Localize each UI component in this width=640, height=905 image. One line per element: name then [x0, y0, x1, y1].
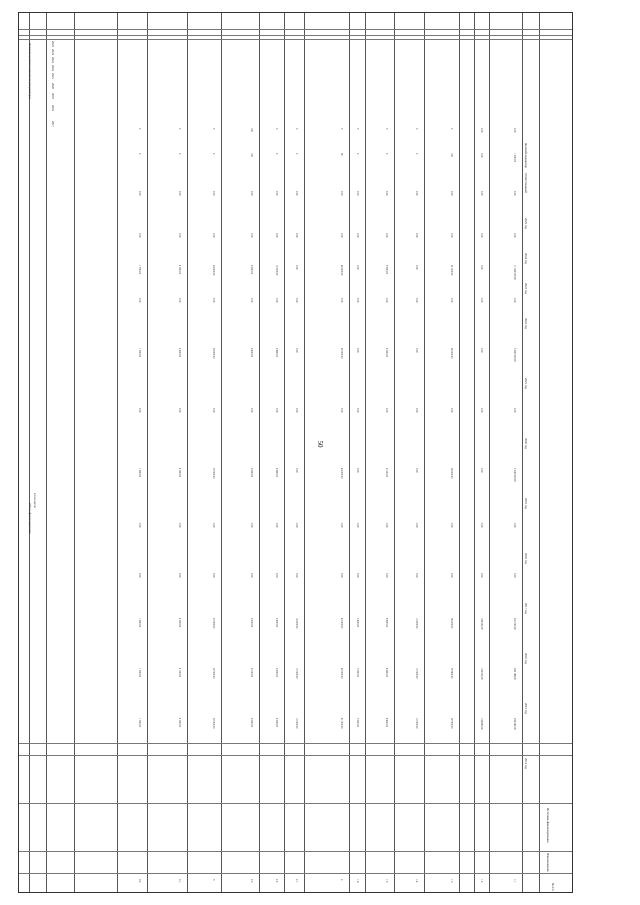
- table-cell: 0,00: [513, 191, 516, 196]
- table-cell: 0,00: [415, 408, 418, 413]
- table-cell: 0,00: [295, 298, 298, 303]
- col-header-2015: 2015 год: [524, 703, 528, 714]
- table-cell: 0,00: [250, 408, 253, 413]
- table-cell: 0,00: [138, 573, 141, 578]
- table-cell: 0,00: [415, 191, 418, 196]
- table-cell: 0: [356, 128, 359, 130]
- table-cell: 0,00: [275, 298, 278, 303]
- table-cell: 0,00: [450, 523, 453, 528]
- table-cell: 0,00: [480, 573, 483, 578]
- table-cell: 0,00: [356, 191, 359, 196]
- table-cell: 15 000,00: [295, 718, 298, 729]
- page-number: 50: [316, 440, 324, 448]
- table-cell: 136 000,00: [480, 668, 483, 680]
- table-cell: 4 400,00: [178, 348, 181, 358]
- section-header-indicator: Значение целевого показателя (индикатора): [28, 43, 32, 99]
- table-cell: 0,00: [178, 408, 181, 413]
- table-cell: 0,00: [138, 298, 141, 303]
- table-cell: 43 000,00: [340, 618, 343, 629]
- col-header-2021: 2021 год: [524, 378, 528, 389]
- col-header-i2024: 2024: [51, 49, 55, 55]
- table-cell: 0,00: [513, 573, 516, 578]
- table-cell: 0,00: [480, 348, 483, 353]
- col-header-i2023: 2023: [51, 57, 55, 63]
- table-row-id: 1.4.: [415, 879, 418, 883]
- table-cell: 0,00: [513, 408, 516, 413]
- table-cell: 0: [295, 128, 298, 130]
- table-cell: 4 300,00: [178, 468, 181, 478]
- table-cell: 0,00: [340, 408, 343, 413]
- table-cell: 60 000,00: [450, 348, 453, 359]
- table-cell: 0,00: [275, 233, 278, 238]
- table-cell: 0,00: [415, 265, 418, 270]
- table-cell: 0,00: [356, 348, 359, 353]
- table-cell: 0,00: [340, 191, 343, 196]
- col-header-2014: 2014 год: [524, 758, 528, 769]
- table-cell: 9 500,00: [385, 265, 388, 275]
- col-header-2023: 2023 год: [524, 283, 528, 294]
- table-cell: 10 000,00: [275, 265, 278, 276]
- table-cell: 0,00: [480, 265, 483, 270]
- table-cell: 0,00: [480, 233, 483, 238]
- table-cell: 0,00: [415, 468, 418, 473]
- table-cell: 0: [340, 128, 343, 130]
- table-cell: 0: [415, 153, 418, 155]
- table-cell: 0,00: [415, 523, 418, 528]
- table-cell: 8 600,00: [385, 668, 388, 678]
- table-cell: 0,00: [275, 191, 278, 196]
- table-row-id: 2.3.: [250, 879, 253, 883]
- table-cell: 0,00: [450, 298, 453, 303]
- table-cell: 0,00: [295, 523, 298, 528]
- table-cell: 15 500,00: [295, 668, 298, 679]
- table-cell: 0,00: [385, 298, 388, 303]
- table-cell: 0: [275, 128, 278, 130]
- table-cell: 0,00: [250, 573, 253, 578]
- table-cell: 6 200,00: [250, 618, 253, 628]
- table-cell: 100: [450, 153, 453, 157]
- table-cell: 0,00: [480, 468, 483, 473]
- table-cell: 0,00: [295, 468, 298, 473]
- table-cell: 9 000,00: [275, 718, 278, 728]
- table-cell: 61 000,00: [450, 265, 453, 276]
- table-cell: 0,00: [356, 265, 359, 270]
- table-cell: 0,00: [356, 468, 359, 473]
- table-cell: 241 000,00: [513, 618, 516, 630]
- table-cell: 0,00: [275, 573, 278, 578]
- table-cell: 0,00: [513, 128, 516, 133]
- table-cell: 9 600,00: [275, 468, 278, 478]
- col-header-2016: 2016 год: [524, 653, 528, 664]
- table-cell: 0,00: [275, 523, 278, 528]
- table-cell: 0: [275, 153, 278, 155]
- table-cell: 0,00: [295, 573, 298, 578]
- table-cell: 0,00: [340, 573, 343, 578]
- table-cell: 24 500,00: [212, 265, 215, 276]
- table-cell: 0,00: [480, 408, 483, 413]
- table-row-id: 2.1.: [295, 879, 298, 883]
- col-header-i2021: 2021: [51, 73, 55, 79]
- table-cell: 3 400,00: [356, 618, 359, 628]
- table-cell: 0: [212, 128, 215, 130]
- table-cell: 44 000,00: [340, 468, 343, 479]
- table-cell: 0: [385, 153, 388, 155]
- table-cell: 45 000,00: [340, 348, 343, 359]
- table-cell: 0,00: [275, 408, 278, 413]
- col-header-2017: 2017 год: [524, 603, 528, 614]
- table-cell: 0,00: [250, 191, 253, 196]
- table-cell: 0,00: [415, 233, 418, 238]
- section-header-financing: Объем финансирования: [28, 503, 32, 534]
- table-cell: 0,00: [138, 191, 141, 196]
- table-cell: 0,00: [178, 191, 181, 196]
- table-cell: 1 550,00: [138, 668, 141, 678]
- table-cell: 23 000,00: [212, 618, 215, 629]
- table-cell: 239 188,00: [513, 668, 516, 680]
- table-cell: 22 000,00: [212, 718, 215, 729]
- table-cell: 0,00: [178, 573, 181, 578]
- table-cell: 0,00: [415, 298, 418, 303]
- table-cell: 0,00: [356, 408, 359, 413]
- table-cell: 1 600,00: [138, 618, 141, 628]
- table-cell: 0: [138, 128, 141, 130]
- table-cell: 0,00: [480, 153, 483, 158]
- table-cell: 0,00: [385, 408, 388, 413]
- table-cell: 0,00: [513, 298, 516, 303]
- table-cell: 16 000,00: [295, 618, 298, 629]
- table-cell: 0,00: [138, 233, 141, 238]
- table-cell: 9 200,00: [275, 668, 278, 678]
- col-header-2019: 2019 год: [524, 498, 528, 509]
- table-row-id: 1.1.: [513, 879, 516, 883]
- table-cell: 0,00: [450, 408, 453, 413]
- table-row-id: 1.2.: [480, 879, 483, 883]
- col-header-2022: 2022 год: [524, 318, 528, 329]
- table-cell: 0,00: [480, 128, 483, 133]
- col-header-2020: 2020 год: [524, 438, 528, 449]
- col-header-i2019: 2019: [51, 93, 55, 99]
- table-cell: 0,00: [356, 523, 359, 528]
- table-cell: 0: [138, 153, 141, 155]
- table-cell: 0: [415, 128, 418, 130]
- table-cell: 100: [250, 128, 253, 132]
- rotated-data-table: [18, 12, 573, 893]
- table-cell: 0,00: [212, 191, 215, 196]
- table-row-id: 2.2.: [275, 879, 278, 883]
- table-cell: 9 300,00: [385, 348, 388, 358]
- table-cell: 0,00: [295, 408, 298, 413]
- table-cell: 23 500,00: [212, 468, 215, 479]
- table-cell: 0: [385, 128, 388, 130]
- table-cell: 58 200,00: [450, 618, 453, 629]
- table-cell: 0,00: [450, 191, 453, 196]
- table-row-id: 3.1.: [178, 879, 181, 883]
- table-cell: 0,00: [250, 233, 253, 238]
- table-cell: 22 500,00: [212, 668, 215, 679]
- table-cell: 0,00: [295, 191, 298, 196]
- table-cell: 1 700,00: [138, 348, 141, 358]
- table-cell: 3 200,00: [356, 718, 359, 728]
- table-cell: 9 800,00: [275, 348, 278, 358]
- table-cell: 0,00: [385, 233, 388, 238]
- col-header-i2020: 2020: [51, 83, 55, 89]
- col-header-num: № п/п: [551, 883, 555, 891]
- table-cell: 5 000 000,00: [513, 348, 516, 362]
- table-cell: 0,00: [212, 408, 215, 413]
- table-cell: 11 245 000,00: [513, 265, 516, 280]
- table-cell: 9 100,00: [385, 468, 388, 478]
- table-cell: 234 567,00: [513, 718, 516, 730]
- table-cell: 59 000,00: [450, 468, 453, 479]
- table-cell: 0,00: [415, 348, 418, 353]
- table-cell: 0,00: [212, 573, 215, 578]
- col-header-i2017: 2017: [51, 121, 55, 127]
- table-cell: 6 400,00: [250, 348, 253, 358]
- table-cell: 0,00: [340, 298, 343, 303]
- table-cell: 0,00: [178, 298, 181, 303]
- table-cell: 0,00: [415, 573, 418, 578]
- table-cell: 0,00: [450, 233, 453, 238]
- col-header-i2018: 2018: [51, 105, 55, 111]
- col-header-responsible: Ответственный: [524, 173, 528, 193]
- table-cell: 57 800,00: [450, 668, 453, 679]
- table-cell: 0,00: [178, 233, 181, 238]
- table-cell: 0,00: [480, 523, 483, 528]
- table-cell: 134 890,00: [480, 718, 483, 730]
- table-cell: 6 500,00: [250, 265, 253, 275]
- table-cell: 8 900,00: [385, 618, 388, 628]
- table-cell: 0: [178, 153, 181, 155]
- section-header-including: в том числе: [33, 493, 37, 508]
- table-cell: 0,00: [295, 233, 298, 238]
- table-cell: 0: [212, 153, 215, 155]
- table-cell: 1 650,00: [138, 468, 141, 478]
- table-row-id: 3.: [212, 879, 215, 881]
- table-cell: 100: [250, 153, 253, 157]
- table-cell: 0: [295, 153, 298, 155]
- table-cell: 1 500,00: [138, 718, 141, 728]
- table-cell: 41 000,00: [340, 718, 343, 729]
- table-cell: 7 245 000,00: [513, 468, 516, 482]
- table-cell: 1 750,00: [138, 265, 141, 275]
- table-cell: 0,00: [356, 233, 359, 238]
- table-cell: 0,00: [212, 523, 215, 528]
- table-cell: 9 400,00: [275, 618, 278, 628]
- table-cell: 0,00: [480, 298, 483, 303]
- table-cell: 138 500,00: [480, 618, 483, 630]
- table-cell: 0,00: [250, 298, 253, 303]
- table-cell: 6 000,00: [250, 718, 253, 728]
- table-cell: 0,00: [295, 265, 298, 270]
- table-cell: 1 200,00: [513, 153, 516, 163]
- table-cell: 0,00: [385, 523, 388, 528]
- table-cell: 0,00: [138, 523, 141, 528]
- table-row-id: 3.2.: [138, 879, 141, 883]
- table-row-id: 1.3.: [450, 879, 453, 883]
- table-cell: 46 000,00: [340, 265, 343, 276]
- table-cell: 0,00: [138, 408, 141, 413]
- table-row-id: 1.5.: [385, 879, 388, 883]
- table-cell: 0: [450, 128, 453, 130]
- table-cell: 6 100,00: [250, 668, 253, 678]
- table-cell: 6 300,00: [250, 468, 253, 478]
- table-cell: 24 000,00: [212, 348, 215, 359]
- col-header-indicator: Целевой индикатор: [524, 143, 528, 168]
- table-row-id: 2.: [340, 879, 343, 881]
- table-cell: 0: [356, 153, 359, 155]
- table-cell: 4 000,00: [178, 718, 181, 728]
- table-cell: 0,00: [385, 191, 388, 196]
- table-cell: 0,00: [513, 523, 516, 528]
- col-header-2025: 2025 год: [524, 218, 528, 229]
- table-row-id: 1.6.: [356, 879, 359, 883]
- col-header-name: Наименование: [546, 853, 550, 872]
- table-cell: 0,00: [212, 298, 215, 303]
- table-cell: 12 500,00: [415, 668, 418, 679]
- table-cell: 3 300,00: [356, 668, 359, 678]
- col-header-2024: 2024 год: [524, 253, 528, 264]
- table-cell: 42 000,00: [340, 668, 343, 679]
- table-cell: 13 000,00: [415, 618, 418, 629]
- table-cell: 95: [340, 153, 343, 156]
- table-cell: 0,00: [385, 573, 388, 578]
- table-cell: 4 200,00: [178, 618, 181, 628]
- table-cell: 57 000,00: [450, 718, 453, 729]
- table-cell: 0,00: [212, 233, 215, 238]
- table-cell: 0,00: [295, 348, 298, 353]
- table-cell: 12 000,00: [415, 718, 418, 729]
- table-cell: 0,00: [178, 523, 181, 528]
- table-cell: 0,00: [340, 523, 343, 528]
- table-cell: 0,00: [356, 298, 359, 303]
- col-header-i2025: 2025: [51, 41, 55, 47]
- col-header-i2022: 2022: [51, 65, 55, 71]
- table-cell: 0,00: [480, 191, 483, 196]
- table-cell: 0,00: [513, 233, 516, 238]
- col-header-2018: 2018 год: [524, 553, 528, 564]
- table-cell: 0: [178, 128, 181, 130]
- table-cell: 4 100,00: [178, 668, 181, 678]
- table-cell: 4 500,00: [178, 265, 181, 275]
- table-cell: 0,00: [250, 523, 253, 528]
- table-cell: 0,00: [356, 573, 359, 578]
- table-cell: 0,00: [340, 233, 343, 238]
- table-cell: 0,00: [450, 573, 453, 578]
- table-cell: 8 400,00: [385, 718, 388, 728]
- col-header-source: Источник финансирования: [546, 808, 550, 843]
